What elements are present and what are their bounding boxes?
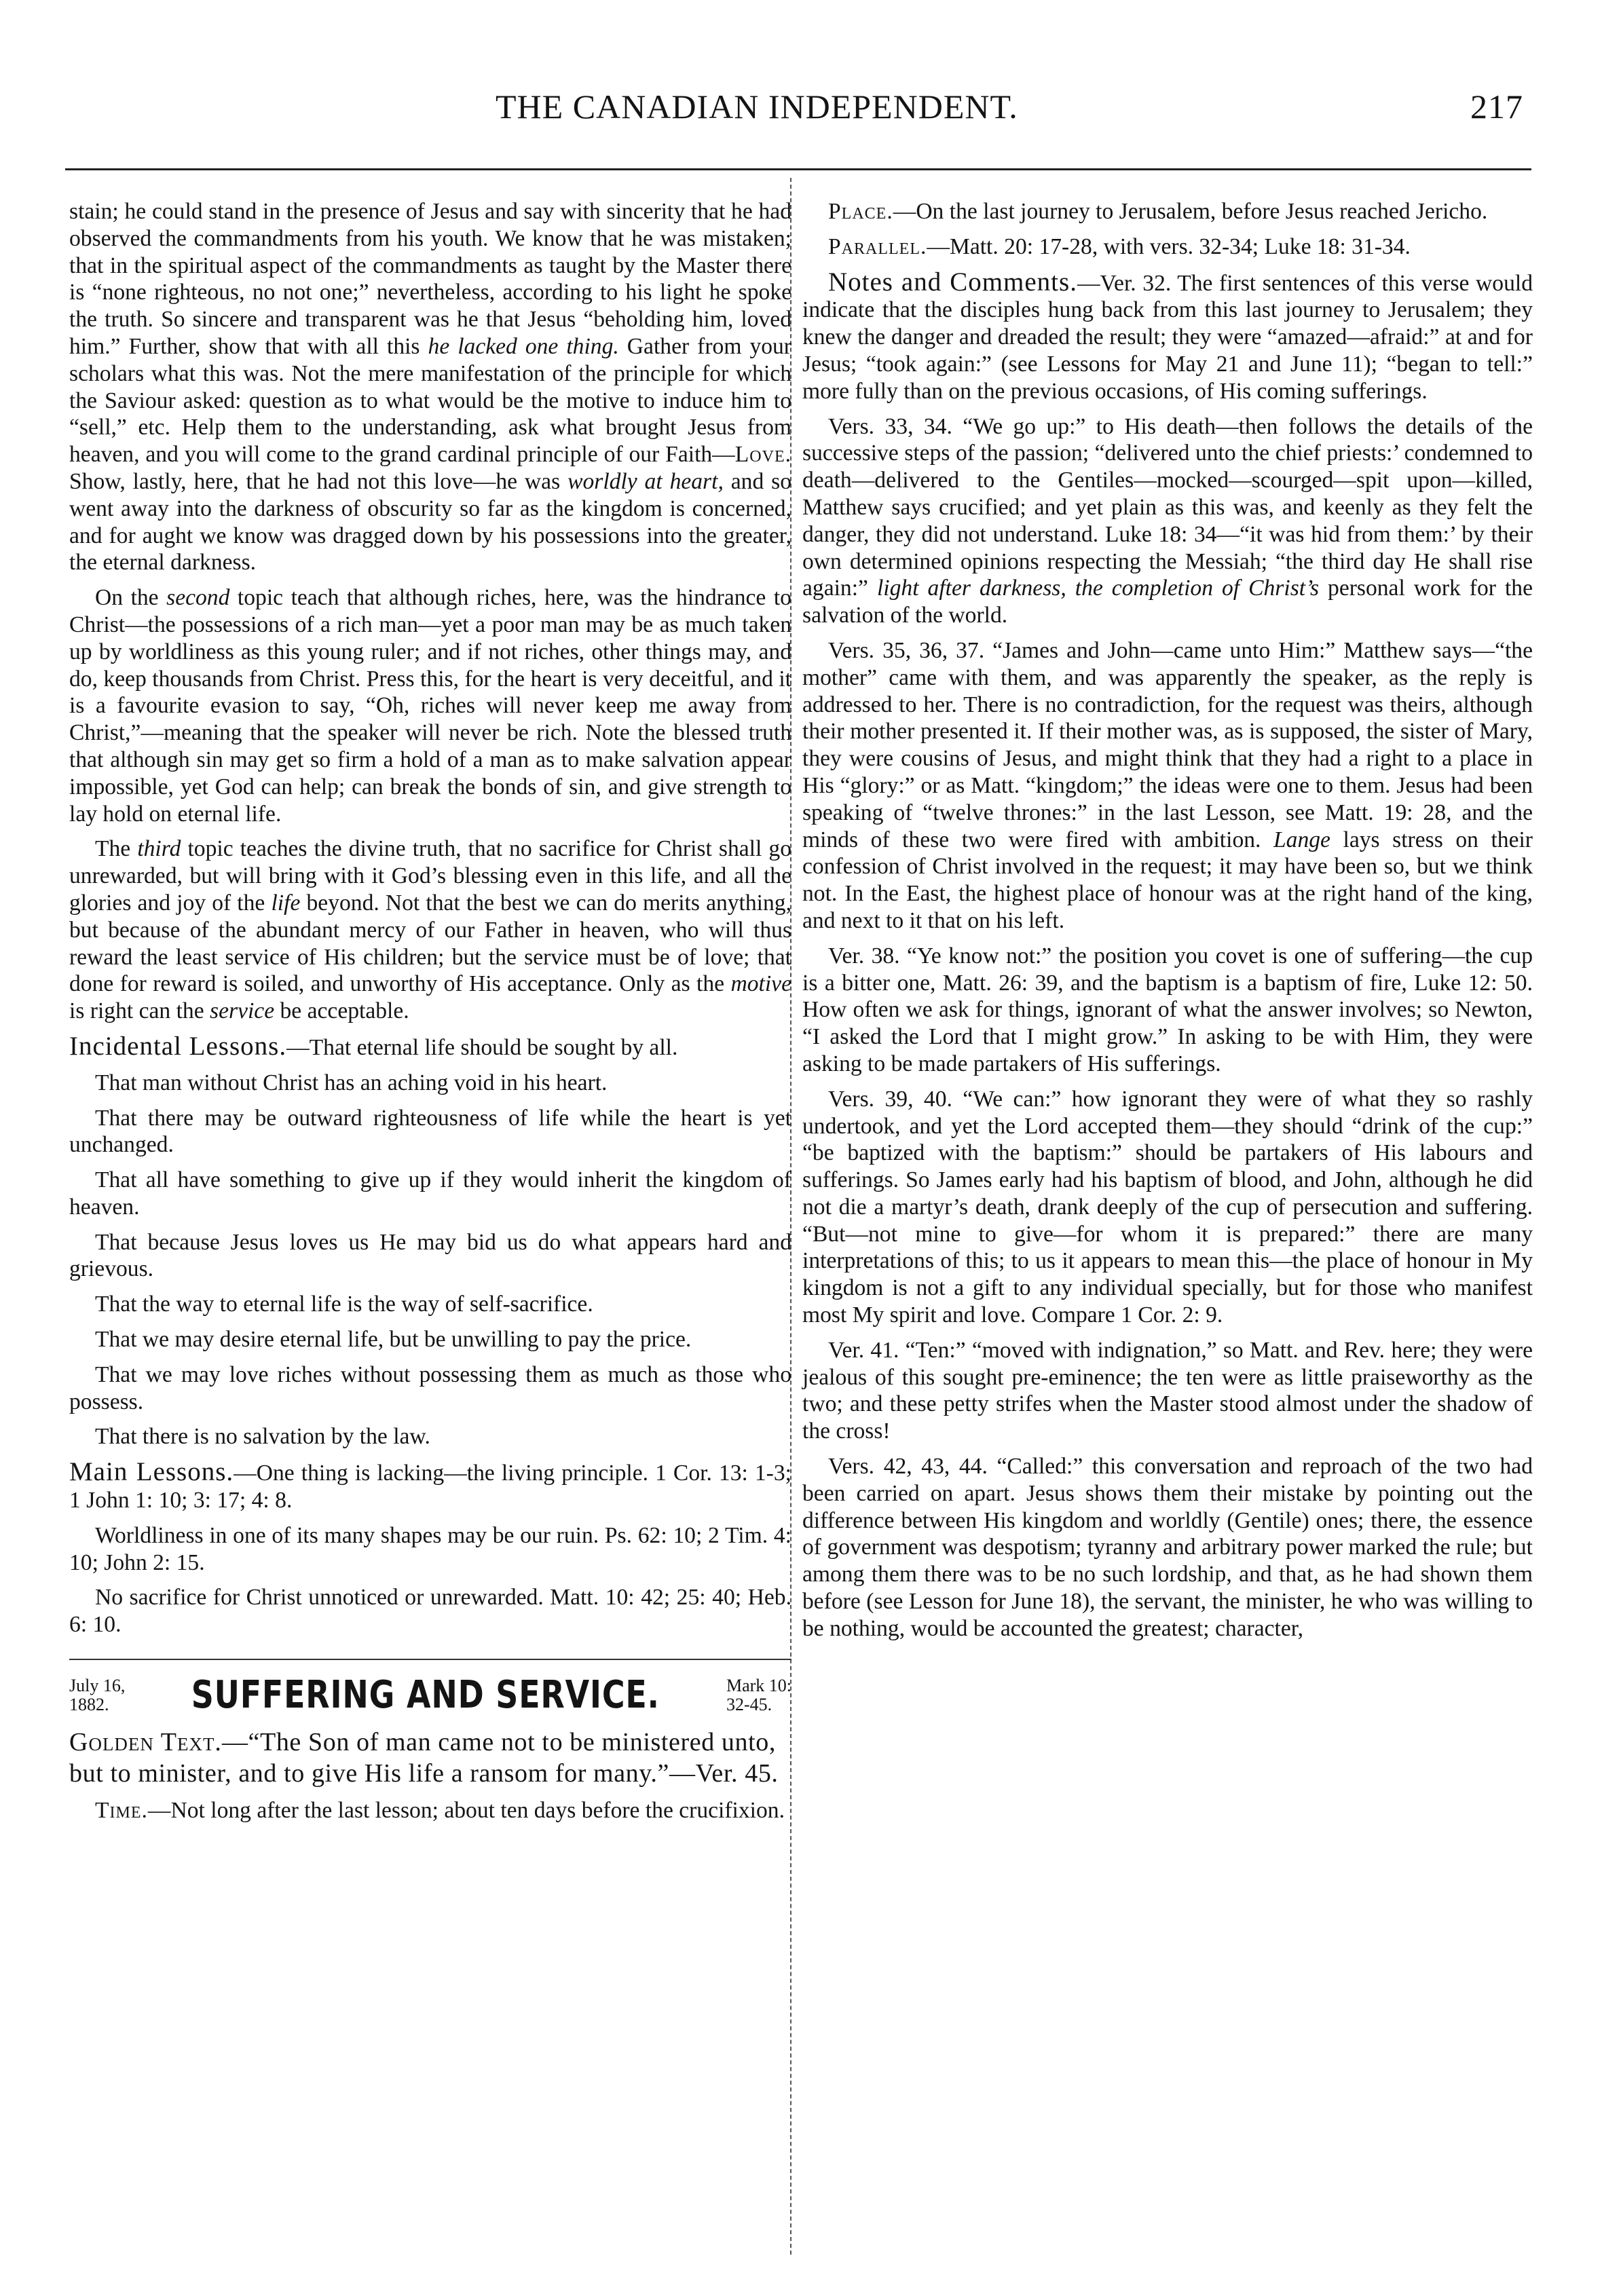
main-lesson-item: No sacrifice for Christ unnoticed or unrewarded. Matt. 10: 42; 25: 40; Heb. 6: 10. [69, 1585, 791, 1638]
notes-heading: Notes and Comments. [828, 267, 1077, 297]
page-number: 217 [1470, 88, 1523, 126]
place-label: Place. [828, 199, 893, 224]
golden-text-label: Golden Text. [69, 1728, 222, 1757]
left-column [69, 198, 791, 1832]
verse-38: Ver. 38. “Ye know not:” the position you covet is one of suffering—the cup is a bitter one, Matt. 26: 39, and the baptism is a baptism of fire, Luke 12: 50. How often we ask for things, ignorant of what the answer involves; so Newton, “I asked the Lord that I might grow.” In asking to be with Him, they were asking to be made partakers of His sufferings. [802, 943, 1533, 1076]
lesson-date: July 16, 1882. [69, 1676, 126, 1715]
paragraph-stain: stain; he could stand in the presence of Jesus and say with sincerity that he had observed the commandments from his youth. We know that he was mistaken; that in the spiritual aspect of the commandments as taught by the Master there is “none righteous, no not one;” nevertheless, according to his light he spoke the truth. So sincere and transparent was he that Jesus “beholding him, loved him.” Further, show that with all this he lacked one thing. Gather from your scholars what this was. Not the mere manifestation of the principle for which the Saviour asked: question as to what would be the motive to induce him to “sell,” etc. Help them to the understanding, ask what brought Jesus from heaven, and you will come to the grand cardinal principle of our Faith—Love. Show, lastly, here, that he had not this love—he was worldly at heart, and so went away into the darkness of obscurity so far as the kingdom is concerned, and for aught we know was dragged down by his possessions into the greater, the eternal darkness. [69, 199, 791, 576]
page-header [65, 87, 1531, 134]
lacked-one-thing: he lacked one thing. [428, 333, 619, 359]
verse-41: Ver. 41. “Ten:” “moved with indignation,” so Matt. and Rev. here; they were jealous of this sought pre-eminence; the ten were as little praiseworthy as the two; and these petty strifes when the Master stood almost under the shadow of the cross! [802, 1337, 1533, 1444]
notes-paragraph: Notes and Comments.—Ver. 32. The first sentences of this verse would indicate that the disciples hung back from this last journey to Jerusalem; they knew the danger and dreaded the result; they were “amazed—afraid:” at and for Jesus; “took again:” (see Lessons for May 21 and June 11); “began to tell:” more fully than on the previous occasions, of His coming sufferings. [802, 267, 1533, 404]
time-label: Time. [95, 1798, 148, 1824]
paragraph-second-topic: On the second topic teach that although riches, here, was the hindrance to Christ—the possessions of a rich man—yet a poor man may be as much taken up by worldliness as this young ruler; and if not riches, other things may, and do, keep thousands from Christ. Press this, for the heart is very deceitful, and it is a favourite evasion to say, “Oh, riches will never keep me away from Christ,”—meaning that the speaker will never be rich. Note the blessed truth that although sin may get so firm a hold of a man as to make salvation appear impossible, yet God can help; can break the bonds of sin, and give strength to lay hold on eternal life. [69, 585, 791, 827]
incidental-item: That there may be outward righteousness of life while the heart is yet unchanged. [69, 1105, 791, 1158]
incidental-item: That we may love riches without possessing them as much as those who possess. [69, 1361, 791, 1414]
incidental-lessons-heading: Incidental Lessons. [69, 1031, 287, 1061]
lesson-heading [69, 1673, 791, 1718]
time-paragraph: Time.—Not long after the last lesson; about ten days before the crucifixion. [95, 1798, 785, 1824]
verses-39-40: Vers. 39, 40. “We can:” how ignorant they were of what they so rashly undertook, and yet the Lord accepted them—they should “drink of the cup:” “be baptized with the baptism:” should be partakers of His labours and sufferings. So James early had his baptism of blood, and John, although he did not die a martyr’s death, drank deeply of the cup of persecution and suffering. “But—not mine to give—for whom it is prepared:” there are many interpretations of this; to us it appears to mean this—the place of honour in My kingdom is not a gift to any individual specially, but for those who manifest most My spirit and love. Compare 1 Cor. 2: 9. [802, 1086, 1533, 1328]
place-paragraph: Place.—On the last journey to Jerusalem, before Jesus reached Jericho. [828, 199, 1488, 224]
publication-title: THE CANADIAN INDEPENDENT. [496, 88, 1018, 126]
parallel-paragraph: Parallel.—Matt. 20: 17-28, with vers. 32-34; Luke 18: 31-34. [828, 233, 1411, 259]
golden-text: Golden Text.—“The Son of man came not to be ministered unto, but to minister, and to give His life a ransom for many.”—Ver. 45. [69, 1728, 779, 1788]
incidental-item: That the way to eternal life is the way of self-sacrifice. [95, 1292, 593, 1317]
incidental-item: That man without Christ has an aching void in his heart. [95, 1070, 608, 1095]
verses-35-37: Vers. 35, 36, 37. “James and John—came unto Him:” Matthew says—“the mother” came with them, and was apparently the speaker, as the reply is addressed to her. There is no contradiction, for the request was theirs, although their mother presented it. If their mother was, as is supposed, the sister of Mary, they were cousins of Jesus, and might think that they had a right to a place in His “glory:” or as Matt. “kingdom;” the ideas were one to them. Jesus had been speaking of “twelve thrones:” in the last Lesson, see Matt. 19: 28, and the minds of these two were fired with ambition. Lange lays stress on their confession of Christ involved in the request; it may have been so, but we think not. In the East, the highest place of honour was at the right hand of the king, and next to it that on his left. [802, 637, 1533, 933]
right-column [802, 198, 1533, 1651]
main-lessons-heading: Main Lessons. [69, 1457, 234, 1487]
lesson-separator [69, 1659, 791, 1660]
incidental-lessons-intro: Incidental Lessons.—That eternal life should be sought by all. [69, 1031, 678, 1061]
main-lessons-intro: Main Lessons.—One thing is lacking—the living principle. 1 Cor. 13: 1-3; 1 John 1: 10; 3: 17; 4: 8. [69, 1457, 791, 1513]
incidental-item: That all have something to give up if they would inherit the kingdom of heaven. [69, 1167, 791, 1220]
verses-33-34: Vers. 33, 34. “We go up:” to His death—then follows the details of the successive steps of the passion; “delivered unto the chief priests:’ condemned to death—delivered to the Gentiles—mocked—scourged—spit upon—killed, Matthew says crucified; and yet plain as this was, and keenly as they felt the danger, they did not understand. Luke 18: 34—“it was hid from them:’ by their own determined opinions respecting the Messiah; “the third day He shall rise again:” light after darkness, the completion of Christ’s personal work for the salvation of the world. [802, 413, 1533, 628]
love-word: Love. [734, 442, 791, 468]
lesson-title: SUFFERING AND SERVICE. [191, 1673, 660, 1718]
main-lesson-item: Worldliness in one of its many shapes may be our ruin. Ps. 62: 10; 2 Tim. 4: 10; John 2: 15. [69, 1522, 791, 1575]
incidental-item: That because Jesus loves us He may bid us do what appears hard and grievous. [69, 1229, 791, 1282]
parallel-label: Parallel. [828, 233, 927, 259]
verses-42-44: Vers. 42, 43, 44. “Called:” this conversation and reproach of the two had been carried on apart. Jesus shows them their mistake by pointing out the difference between His kingdom and worldly (Gentile) ones; there, the essence of government was despotism; tyranny and arbitrary power marked the rule; but among them there was to be no such lordship, and that, as he had shown them before (see Lesson for June 18), the servant, the minister, he who was willing to be nothing, would be accounted the greatest; character, [802, 1454, 1533, 1641]
paragraph-third-topic: The third topic teaches the divine truth, that no sacrifice for Christ shall go unrewarded, but will bring with it God’s blessing even in this life, and all the glories and joy of the life beyond. Not that the best we can do merits anything, but because of the abundant mercy of our Father in heaven, who will thus reward the least service of His children; but the service must be of love; that done for reward is soiled, and unworthy of His acceptance. Only as the motive is right can the service be acceptable. [69, 836, 791, 1024]
incidental-item: That there is no salvation by the law. [95, 1424, 430, 1450]
header-rule [65, 168, 1531, 170]
lesson-scripture-ref: Mark 10: 32-45. [726, 1676, 791, 1715]
incidental-item: That we may desire eternal life, but be unwilling to pay the price. [95, 1327, 692, 1353]
